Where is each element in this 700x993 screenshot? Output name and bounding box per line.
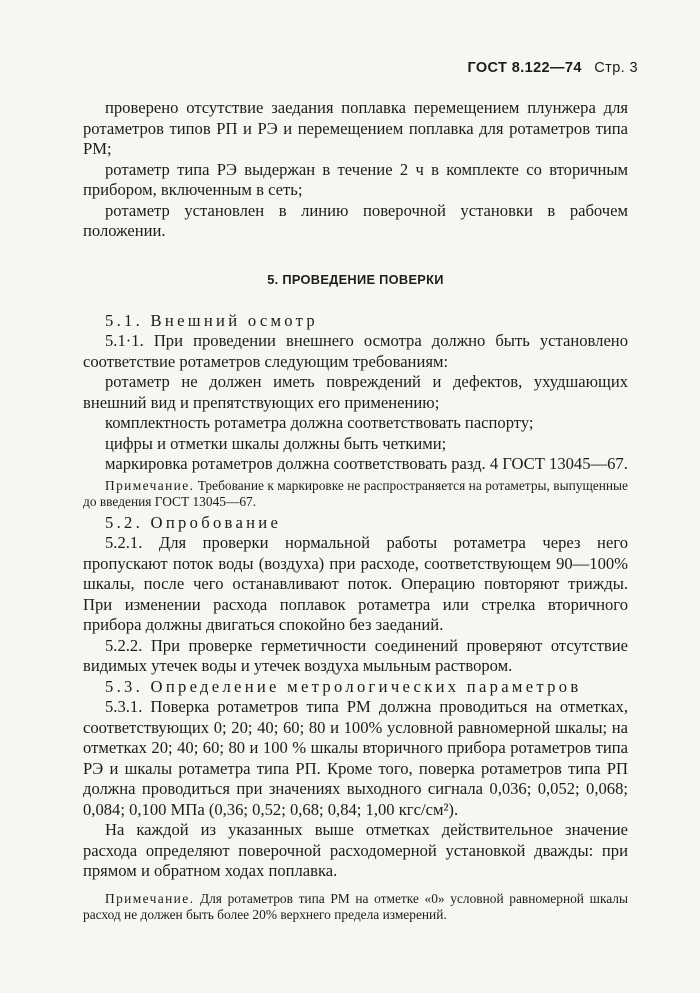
- section-title: 5. ПРОВЕДЕНИЕ ПОВЕРКИ: [267, 271, 444, 287]
- requirement-3: цифры и отметки шкалы должны быть четкими;: [105, 433, 447, 453]
- intro-paragraph-1: проверено отсутствие заедания поплавка перемещением плунжера для ротаметров типов РП и РЭ и перемещением поплавка для ротаметров типа РМ;: [83, 98, 628, 158]
- page-header: [467, 60, 638, 76]
- subsection-heading-5-1: 5.1. Внешний осмотр: [105, 310, 319, 330]
- clause-5-3-1: 5.3.1. Поверка ротаметров типа РМ должна проводиться на отметках, соответствующих 0; 20; 40; 60; 80 и 100% условной равномерной шкалы; на отметках 20; 40; 60; 80 и 100 % шкалы вторичного прибора ротаметров типа РЭ и шкалы ротаметра типа РП. Кроме того, поверка ротаметров типа РП должна проводиться при значениях выходного сигнала 0,036; 0,052; 0,068; 0,084; 0,100 МПа (0,36; 0,52; 0,68; 0,84; 1,00 кгс/см²).: [83, 697, 628, 819]
- requirement-4: маркировка ротаметров должна соответствовать разд. 4 ГОСТ 13045—67.: [105, 454, 628, 473]
- standard-number: ГОСТ 8.122—74: [467, 60, 582, 76]
- note-label: Примечание.: [105, 890, 195, 906]
- intro-paragraph-3: ротаметр установлен в линию поверочной установки в рабочем положении.: [83, 200, 628, 240]
- page-number: Стр. 3: [594, 60, 638, 76]
- page-content: [83, 98, 628, 926]
- note-label: Примечание.: [105, 477, 195, 493]
- requirement-1: ротаметр не должен иметь повреждений и дефектов, ухудшающих внешний вид и препятствующих его применению;: [83, 372, 628, 412]
- subsection-heading-5-2: 5.2. Опробование: [105, 512, 282, 532]
- clause-5-2-2: 5.2.2. При проверке герметичности соединений проверяют отсутствие видимых утечек воды и утечек воздуха мыльным раствором.: [83, 635, 628, 675]
- clause-5-1-1: 5.1·1. При проведении внешнего осмотра должно быть установлено соответствие ротаметров следующим требованиям:: [83, 331, 628, 371]
- clause-5-3-1-continued: На каждой из указанных выше отметках действительное значение расхода определяют поверочной расходомерной установкой дважды: при прямом и обратном ходах поплавка.: [83, 820, 628, 880]
- note-text: Для ротаметров типа РМ на отметке «0» условной равномерной шкалы расход не должен быть более 20% верхнего предела измерений.: [83, 890, 628, 922]
- subsection-heading-5-3: 5.3. Определение метрологических параметров: [105, 676, 582, 696]
- note-text: Требование к маркировке не распространяется на ротаметры, выпущенные до введения ГОСТ 13045—67.: [83, 477, 628, 509]
- requirement-2: комплектность ротаметра должна соответствовать паспорту;: [105, 413, 534, 432]
- note-1: [83, 478, 628, 511]
- intro-paragraph-2: ротаметр типа РЭ выдержан в течение 2 ч в комплекте со вторичным прибором, включенным в сеть;: [83, 159, 628, 199]
- clause-5-2-1: 5.2.1. Для проверки нормальной работы ротаметра через него пропускают поток воды (воздуха) при расходе, соответствующем 90—100% шкалы, после чего останавливают поток. Операцию повторяют трижды. При изменении расхода поплавок ротаметра или стрелка вторичного прибора должны двигаться спокойно без заеданий.: [83, 533, 628, 634]
- note-2: [83, 891, 628, 924]
